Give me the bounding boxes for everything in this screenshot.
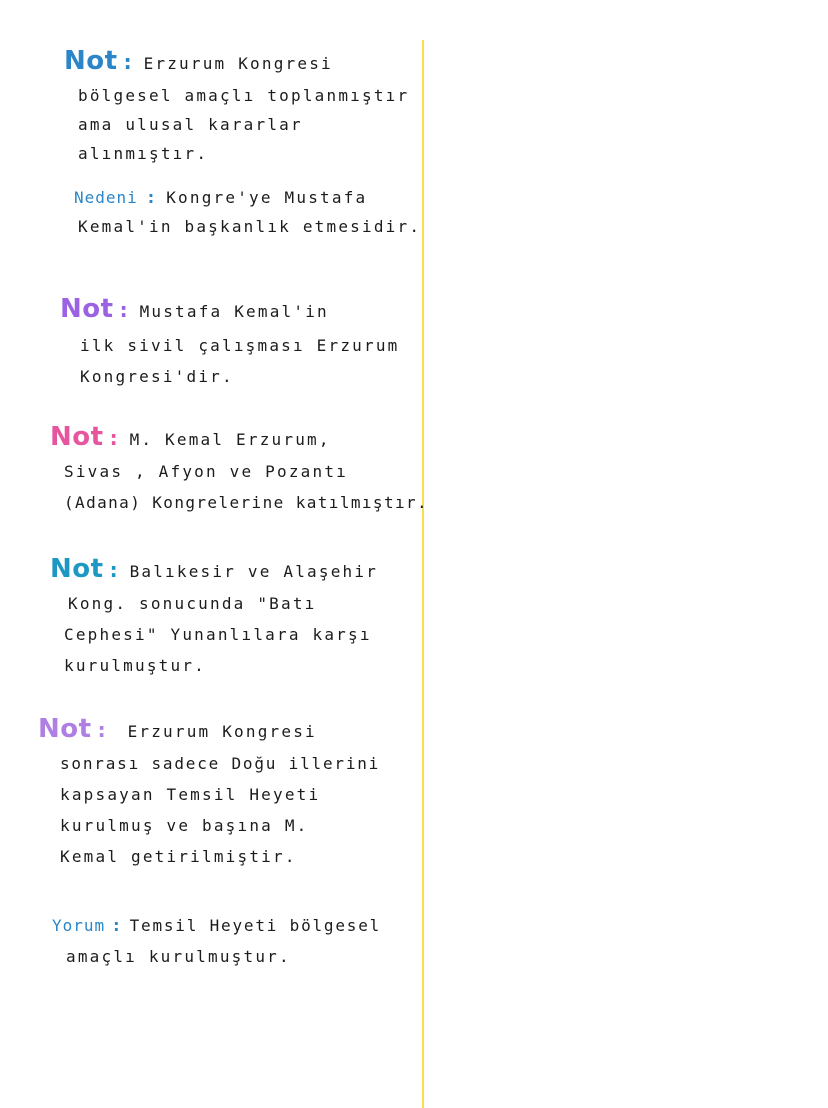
note-colon: : [109,558,118,582]
note-1 [64,46,409,163]
note-line: Kongresi'dir. [80,367,234,386]
note-3-head [60,294,400,324]
note-line: kurulmuş ve başına M. [60,816,309,835]
note-line: amaçlı kurulmuştur. [66,947,291,966]
note-label: Not [38,714,92,744]
note-line: Cephesi" Yunanlılara karşı [64,625,372,644]
note-text: Erzurum Kongresi [127,722,317,741]
note-label: Not [50,554,104,584]
note-colon: : [97,718,106,742]
note-colon: : [147,188,155,207]
note-line: Kemal'in başkanlık etmesidir. [78,217,422,236]
note-colon: : [119,298,128,322]
note-7 [52,916,381,966]
note-3 [60,294,400,386]
note-5 [50,554,378,675]
note-text: Kongre'ye Mustafa [166,188,368,207]
note-1-head [64,46,409,76]
note-label: Nedeni [74,188,138,207]
note-7-head [52,916,381,935]
note-line: kapsayan Temsil Heyeti [60,785,321,804]
note-colon: : [123,50,132,74]
margin-line [422,40,424,1108]
note-line: alınmıştır. [78,144,209,163]
note-line: Kemal getirilmiştir. [60,847,297,866]
note-colon: : [113,916,120,935]
note-line: (Adana) Kongrelerine katılmıştır. [64,493,429,512]
note-line: Kong. sonucunda "Batı [68,594,317,613]
note-2 [74,188,421,236]
note-label: Not [64,46,118,76]
note-line: kurulmuştur. [64,656,206,675]
note-text: Balıkesir ve Alaşehir [129,562,379,581]
note-label: Not [60,294,114,324]
note-text: M. Kemal Erzurum, [129,430,331,449]
note-label: Yorum [52,916,106,935]
note-6-head [38,714,380,744]
note-4-head [50,422,428,452]
note-line: Sivas , Afyon ve Pozantı [64,462,348,481]
note-text: Temsil Heyeti bölgesel [129,916,382,935]
note-line: bölgesel amaçlı toplanmıştır [78,86,410,105]
note-text: Mustafa Kemal'in [139,302,329,321]
note-line: ilk sivil çalışması Erzurum [80,336,400,355]
note-label: Not [50,422,104,452]
note-6 [38,714,380,866]
note-5-head [50,554,378,584]
note-line: ama ulusal kararlar [78,115,303,134]
note-colon: : [109,426,118,450]
note-text: Erzurum Kongresi [143,54,333,73]
note-4 [50,422,428,512]
note-2-head [74,188,421,207]
note-line: sonrası sadece Doğu illerini [60,754,381,773]
